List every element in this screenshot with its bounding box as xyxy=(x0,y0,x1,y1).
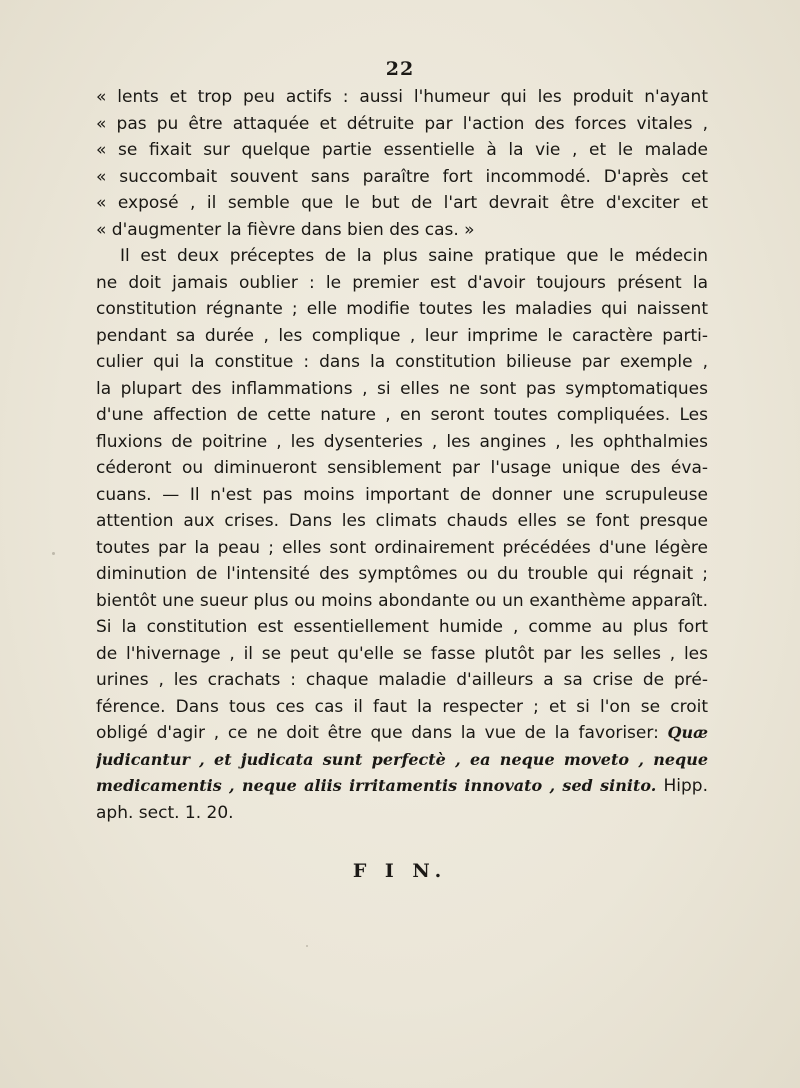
latin-quote: judicantur , et judicata sunt perfectè , ea neque moveto , neque xyxy=(96,749,708,769)
text-line: culier qui la constitue : dans la constitution bilieuse par exemple , xyxy=(96,352,708,372)
end-mark: F I N. xyxy=(352,860,448,882)
latin-quote: medicamentis , neque aliis irritamentis innovato , sed sinito. xyxy=(96,776,657,795)
text-line: bientôt une sueur plus ou moins abondante ou un exanthème apparaît. xyxy=(96,590,708,611)
text-line: férence. Dans tous ces cas il faut la respecter ; et si l'on se croit xyxy=(96,696,708,717)
text-line: « se fixait sur quelque partie essentielle à la vie , et le malade xyxy=(96,140,708,160)
text-line: attention aux crises. Dans les climats chauds elles se font presque xyxy=(96,511,708,531)
text-line xyxy=(96,747,708,774)
text-line: cuans. — Il n'est pas moins important de donner une scrupuleuse xyxy=(96,484,708,505)
text-line: constitution régnante ; elle modifie toutes les maladies qui naissent xyxy=(96,299,708,319)
text-line: pendant sa durée , les complique , leur imprime le caractère parti- xyxy=(96,325,708,346)
text-line: « pas pu être attaquée et détruite par l'action des forces vitales , xyxy=(96,113,708,134)
text-line: Si la constitution est essentiellement humide , comme au plus fort xyxy=(96,617,708,637)
text-line: fluxions de poitrine , les dysenteries , les angines , les ophthalmies xyxy=(96,431,708,452)
text-line: céderont ou diminueront sensiblement par l'usage unique des éva- xyxy=(96,458,708,478)
paper-speck xyxy=(306,945,308,947)
paper-speck xyxy=(52,552,55,555)
text-line: de l'hivernage , il se peut qu'elle se fasse plutôt par les selles , les xyxy=(96,643,708,664)
text-line: toutes par la peau ; elles sont ordinairement précédées d'une légère xyxy=(96,537,708,558)
text-line: urines , les crachats : chaque maladie d'ailleurs a sa crise de pré- xyxy=(96,670,708,690)
text-line: la plupart des inflammations , si elles ne sont pas symptomatiques xyxy=(96,378,708,399)
text-line: « d'augmenter la fièvre dans bien des cas. » xyxy=(96,219,475,240)
paragraph-start-line: Il est deux préceptes de la plus saine pratique que le médecin xyxy=(120,246,708,266)
text-line: medicamentis , neque aliis irritamentis innovato , sed sinito. Hipp. xyxy=(96,776,708,796)
latin-quote: Quæ xyxy=(667,723,708,742)
citation-line: aph. sect. 1. 20. xyxy=(96,802,234,823)
text-line: « exposé , il semble que le but de l'art devrait être d'exciter et xyxy=(96,193,708,213)
page-number: 22 xyxy=(385,58,415,80)
paper-speck xyxy=(588,782,590,784)
body-text xyxy=(96,84,708,826)
text-line: obligé d'agir , ce ne doit être que dans la vue de la favoriser: Quæ xyxy=(96,723,708,743)
text-line: « succombait souvent sans paraître fort incommodé. D'après cet xyxy=(96,166,708,187)
text-line: diminution de l'intensité des symptômes ou du trouble qui régnait ; xyxy=(96,564,708,584)
text-line: « lents et trop peu actifs : aussi l'humeur qui les produit n'ayant xyxy=(96,87,708,107)
text-line: ne doit jamais oublier : le premier est d'avoir toujours présent la xyxy=(96,272,708,293)
text-line: d'une affection de cette nature , en seront toutes compliquées. Les xyxy=(96,405,708,425)
